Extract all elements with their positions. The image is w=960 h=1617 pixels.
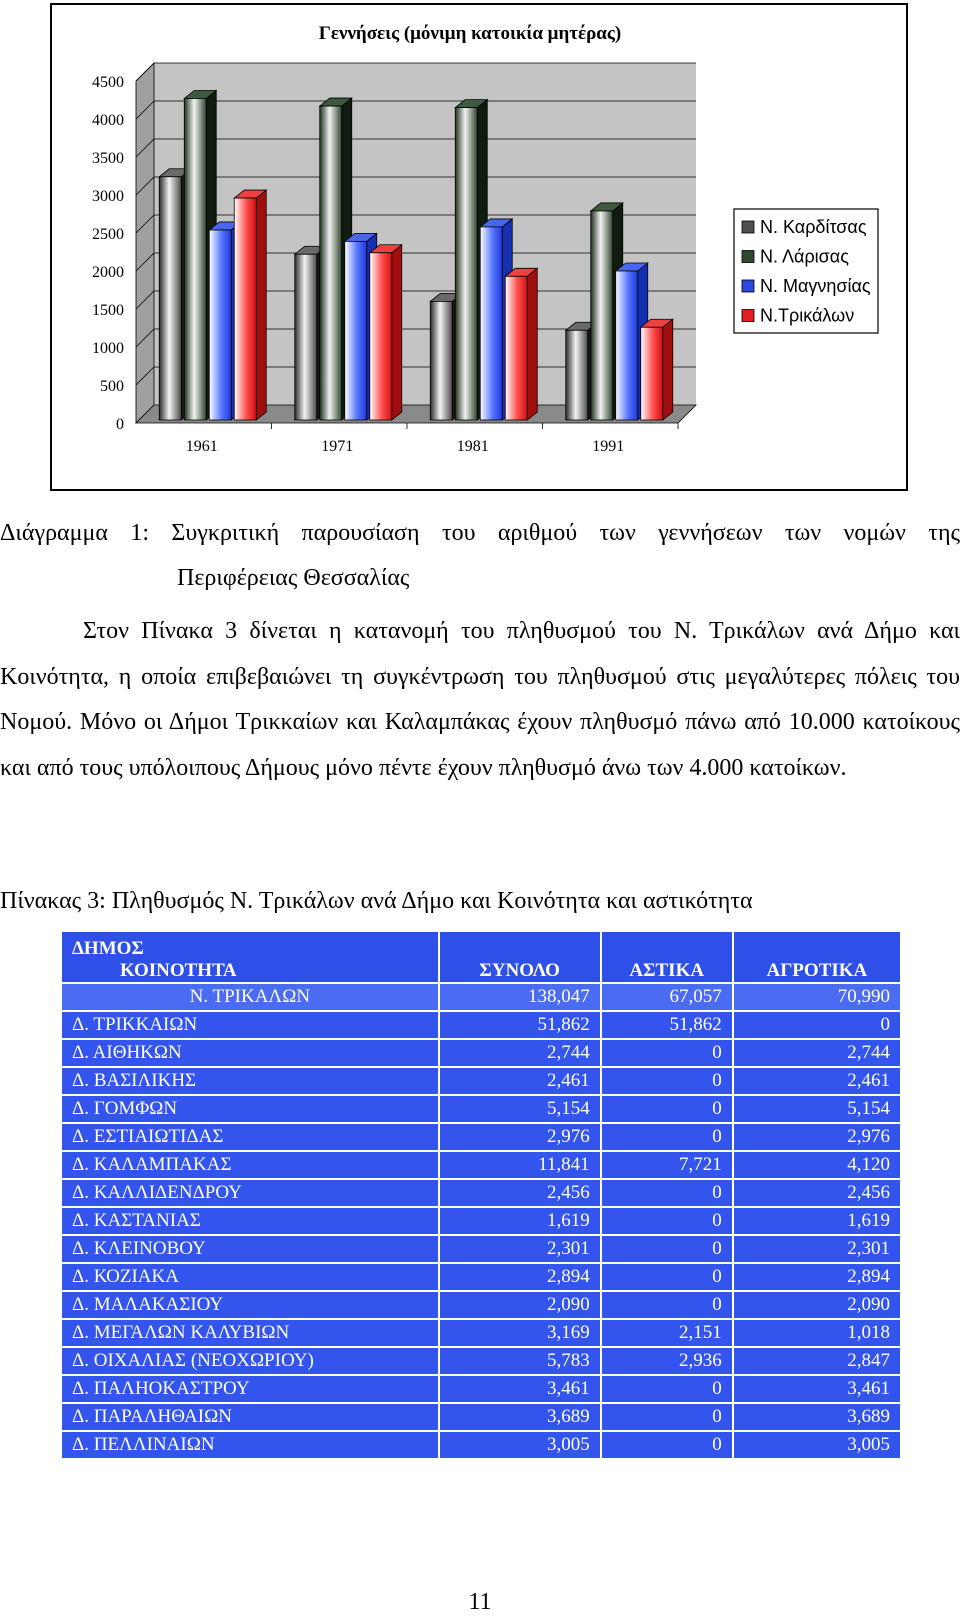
header-urban: ΑΣΤΙΚΑ (601, 931, 733, 983)
table-cell-name: Δ. ΚΑΣΤΑΝΙΑΣ (61, 1207, 439, 1235)
table-cell-urban: 0 (601, 1291, 733, 1319)
table-cell-name: Δ. ΕΣΤΙΑΙΩΤΙΔΑΣ (61, 1123, 439, 1151)
bar (566, 330, 588, 420)
table-cell-urban: 0 (601, 1179, 733, 1207)
table-body (61, 983, 901, 1459)
table-cell-name: Δ. ΠΑΡΑΛΗΘΑΙΩΝ (61, 1403, 439, 1431)
bar (345, 241, 367, 420)
table-cell-total: 2,976 (439, 1123, 601, 1151)
table-cell-name: Δ. ΚΑΛΛΙΔΕΝΔΡΟΥ (61, 1179, 439, 1207)
bar (184, 98, 206, 420)
table-cell-name: Δ. ΓΟΜΦΩΝ (61, 1095, 439, 1123)
table-cell-total: 2,301 (439, 1235, 601, 1263)
y-tick-label: 0 (116, 416, 124, 433)
header-rural: ΑΓΡΟΤΙΚΑ (733, 931, 901, 983)
bar (480, 227, 502, 420)
table-cell-total: 11,841 (439, 1151, 601, 1179)
table-cell-rural: 3,689 (733, 1403, 901, 1431)
chart-x-ticks (186, 423, 678, 455)
legend-swatch (742, 310, 754, 322)
table-cell-total: 3,461 (439, 1375, 601, 1403)
table-cell-total: 51,862 (439, 1011, 601, 1039)
table-cell-name: Δ. ΜΑΛΑΚΑΣΙΟΥ (61, 1291, 439, 1319)
chart-side-wall (136, 63, 154, 423)
bar (641, 327, 663, 420)
table-cell-total: 3,689 (439, 1403, 601, 1431)
population-table (60, 930, 902, 1460)
table-cell-total: 3,005 (439, 1431, 601, 1459)
table-cell-urban: 2,936 (601, 1347, 733, 1375)
table-cell-urban: 67,057 (601, 983, 733, 1011)
y-tick-label: 3000 (92, 188, 124, 205)
bar-side (392, 245, 402, 420)
table-cell-name: Ν. ΤΡΙΚΑΛΩΝ (61, 983, 439, 1011)
table-cell-urban: 0 (601, 1039, 733, 1067)
table-row (61, 1095, 901, 1123)
table-cell-name: Δ. ΑΙΘΗΚΩΝ (61, 1039, 439, 1067)
header-municipality-line1: ΔΗΜΟΣ (72, 938, 144, 959)
x-tick-label: 1991 (592, 438, 625, 455)
table-row (61, 1151, 901, 1179)
table-cell-name: Δ. ΜΕΓΑΛΩΝ ΚΑΛΥΒΙΩΝ (61, 1319, 439, 1347)
table-row (61, 1375, 901, 1403)
x-tick-label: 1971 (321, 438, 354, 455)
table-row (61, 1179, 901, 1207)
legend-swatch (742, 221, 754, 233)
y-tick-label: 4000 (92, 112, 124, 129)
table-cell-rural: 0 (733, 1011, 901, 1039)
table-cell-urban: 0 (601, 1095, 733, 1123)
table-cell-rural: 2,847 (733, 1347, 901, 1375)
table-cell-urban: 7,721 (601, 1151, 733, 1179)
bar (370, 253, 392, 420)
chart-y-ticks (92, 74, 124, 433)
header-total: ΣΥΝΟΛΟ (439, 931, 601, 983)
chart-frame (50, 3, 908, 491)
table-row (61, 1011, 901, 1039)
table-cell-rural: 2,976 (733, 1123, 901, 1151)
table-cell-rural: 2,090 (733, 1291, 901, 1319)
table-cell-urban: 0 (601, 1375, 733, 1403)
table-cell-rural: 2,744 (733, 1039, 901, 1067)
y-tick-label: 1000 (92, 340, 124, 357)
table-cell-total: 2,461 (439, 1067, 601, 1095)
page-number: 11 (468, 1589, 492, 1615)
header-municipality-line2: ΚΟΙΝΟΤΗΤΑ (120, 960, 237, 981)
table-title: Πίνακας 3: Πληθυσμός Ν. Τρικάλων ανά Δήμο και Κοινότητα και αστικότητα (0, 888, 753, 914)
header-municipality (61, 931, 439, 983)
table-cell-total: 2,894 (439, 1263, 601, 1291)
table-cell-rural: 2,301 (733, 1235, 901, 1263)
table-row (61, 1039, 901, 1067)
table-cell-urban: 2,151 (601, 1319, 733, 1347)
table-cell-total: 3,169 (439, 1319, 601, 1347)
table-cell-name: Δ. ΒΑΣΙΛΙΚΗΣ (61, 1067, 439, 1095)
table-row (61, 1235, 901, 1263)
table-total-row (61, 983, 901, 1011)
bar-side (256, 190, 266, 420)
y-tick-label: 3500 (92, 150, 124, 167)
bar (295, 254, 317, 420)
table-cell-total: 1,619 (439, 1207, 601, 1235)
bar (455, 108, 477, 420)
table-cell-urban: 0 (601, 1431, 733, 1459)
table-cell-urban: 0 (601, 1263, 733, 1291)
table-cell-rural: 1,018 (733, 1319, 901, 1347)
table-cell-total: 2,090 (439, 1291, 601, 1319)
legend-swatch (742, 251, 754, 263)
table-cell-name: Δ. ΚΑΛΑΜΠΑΚΑΣ (61, 1151, 439, 1179)
table-cell-urban: 0 (601, 1123, 733, 1151)
table-cell-total: 2,456 (439, 1179, 601, 1207)
table-cell-urban: 0 (601, 1067, 733, 1095)
table-cell-rural: 3,005 (733, 1431, 901, 1459)
table-cell-urban: 0 (601, 1207, 733, 1235)
chart-title: Γεννήσεις (μόνιμη κατοικία μητέρας) (318, 23, 622, 44)
table-cell-total: 2,744 (439, 1039, 601, 1067)
bar (616, 271, 638, 420)
chart-legend (734, 209, 878, 333)
table-row (61, 1207, 901, 1235)
y-tick-label: 500 (100, 378, 124, 395)
y-tick-label: 4500 (92, 74, 124, 91)
table-cell-rural: 5,154 (733, 1095, 901, 1123)
table-row (61, 1067, 901, 1095)
bar-side (527, 268, 537, 420)
x-tick-label: 1961 (185, 438, 218, 455)
table-cell-rural: 2,456 (733, 1179, 901, 1207)
legend-swatch (742, 280, 754, 292)
table-row (61, 1263, 901, 1291)
table-cell-rural: 1,619 (733, 1207, 901, 1235)
table-cell-rural: 4,120 (733, 1151, 901, 1179)
bar (234, 198, 256, 420)
y-tick-label: 2500 (92, 226, 124, 243)
table-cell-name: Δ. ΤΡΙΚΚΑΙΩΝ (61, 1011, 439, 1039)
y-tick-label: 2000 (92, 264, 124, 281)
table-cell-rural: 2,894 (733, 1263, 901, 1291)
bar (591, 211, 613, 420)
table-cell-total: 5,783 (439, 1347, 601, 1375)
bar (430, 301, 452, 420)
bar (505, 276, 527, 420)
table-cell-urban: 0 (601, 1235, 733, 1263)
table-row (61, 1403, 901, 1431)
figure-caption: Διάγραμμα 1: Συγκριτική παρουσίαση του αριθμού των γεννήσεων των νομών της (0, 520, 960, 546)
table-cell-name: Δ. ΠΑΛΗΟΚΑΣΤΡΟΥ (61, 1375, 439, 1403)
table-header-row (61, 931, 901, 983)
y-tick-label: 1500 (92, 302, 124, 319)
table-row (61, 1291, 901, 1319)
table-cell-name: Δ. ΟΙΧΑΛΙΑΣ (ΝΕΟΧΩΡΙΟΥ) (61, 1347, 439, 1375)
table-row (61, 1431, 901, 1459)
table-cell-name: Δ. ΠΕΛΛΙΝΑΙΩΝ (61, 1431, 439, 1459)
body-paragraph: Στον Πίνακα 3 δίνεται η κατανομή του πληθυσμού του Ν. Τρικάλων ανά Δήμο και Κοινότητα, η οποία επιβεβαιώνει τη συγκέντρωση του πληθυσμού στις μεγαλύτερες πόλεις του Νομού. Μόνο οι Δήμοι Τρικκαίων και Καλαμπάκας έχουν πληθυσμό πάνω από 10.000 κατοίκους και από τους υπόλοιπους Δήμους μόνο πέντε έχουν πληθυσμό άνω των 4.000 κατοίκων. (0, 618, 960, 781)
legend-label: Ν. Λάρισας (760, 246, 849, 267)
table-cell-total: 138,047 (439, 983, 601, 1011)
table-cell-total: 5,154 (439, 1095, 601, 1123)
table-cell-rural: 70,990 (733, 983, 901, 1011)
table-cell-urban: 51,862 (601, 1011, 733, 1039)
table-row (61, 1347, 901, 1375)
table-row (61, 1123, 901, 1151)
table-cell-name: Δ. ΚΟΖΙΑΚΑ (61, 1263, 439, 1291)
bar (209, 230, 231, 420)
figure-caption-continued: Περιφέρειας Θεσσαλίας (177, 565, 410, 591)
bar (320, 106, 342, 420)
births-chart (52, 5, 906, 489)
legend-label: Ν. Μαγνησίας (760, 276, 871, 296)
legend-label: Ν. Καρδίτσας (760, 217, 867, 237)
table-cell-name: Δ. ΚΛΕΙΝΟΒΟΥ (61, 1235, 439, 1263)
bar-side (663, 319, 673, 420)
x-tick-label: 1981 (456, 438, 489, 455)
table-row (61, 1319, 901, 1347)
bar (159, 177, 181, 420)
table-cell-rural: 3,461 (733, 1375, 901, 1403)
table-cell-urban: 0 (601, 1403, 733, 1431)
table-cell-rural: 2,461 (733, 1067, 901, 1095)
legend-label: Ν.Τρικάλων (760, 305, 855, 326)
